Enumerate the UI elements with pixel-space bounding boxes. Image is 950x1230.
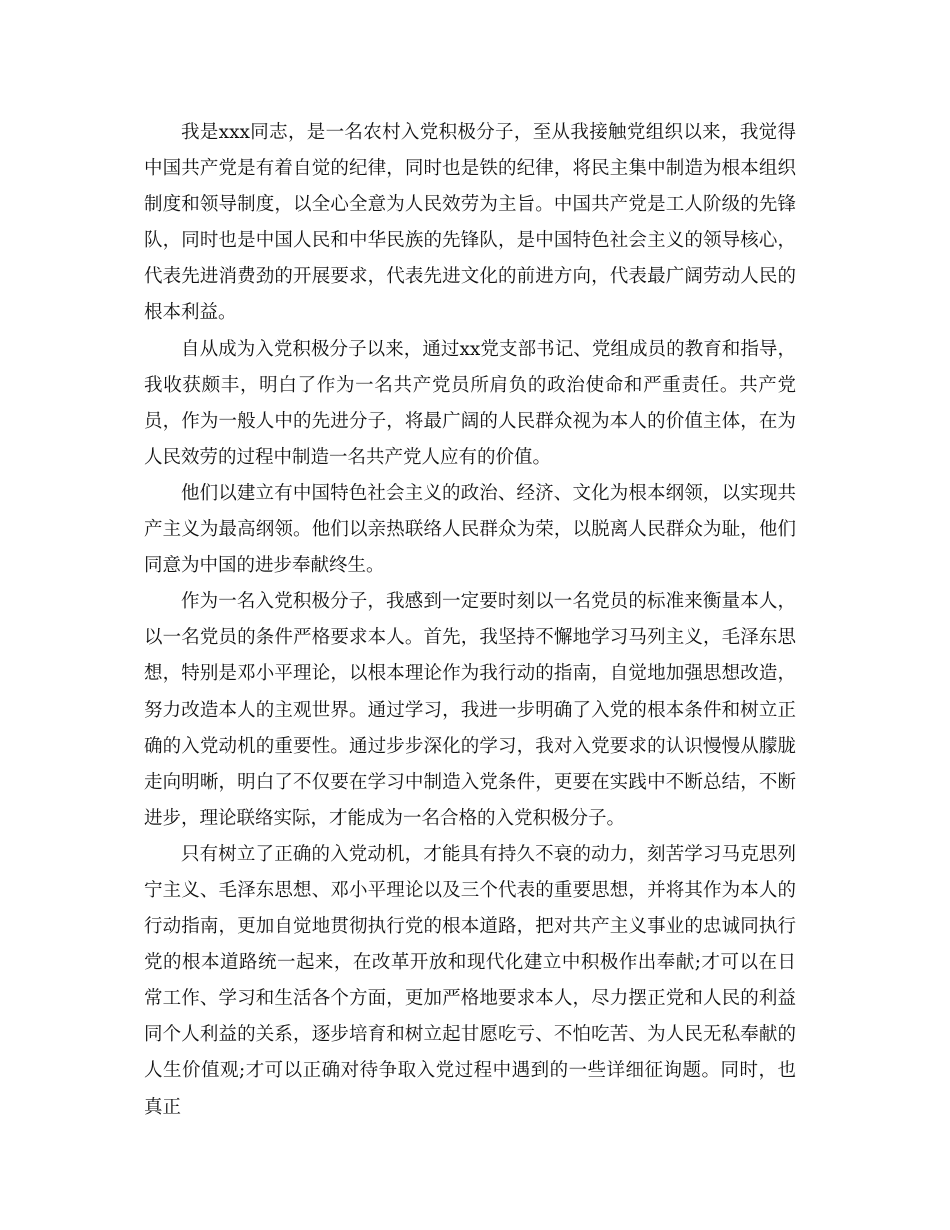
paragraph-4: 作为一名入党积极分子，我感到一定要时刻以一名党员的标准来衡量本人，以一名党员的条件严格要求本人。首先，我坚持不懈地学习马列主义，毛泽东思想，特别是邓小平理论，以根本理论作为我行动的指南，自觉地加强思想改造，努力改造本人的主观世界。通过学习，我进一步明确了入党的根本条件和树立正确的入党动机的重要性。通过步步深化的学习，我对入党要求的认识慢慢从朦胧走向明晰，明白了不仅要在学习中制造入党条件，更要在实践中不断总结，不断进步，理论联络实际，才能成为一名合格的入党积极分子。: [144, 591, 796, 829]
document-body: [144, 115, 796, 1126]
paragraph-2: 自从成为入党积极分子以来，通过xx党支部书记、党组成员的教育和指导，我收获颇丰，明白了作为一名共产党员所肩负的政治使命和严重责任。共产党员，作为一般人中的先进分子，将最广阔的人民群众视为本人的价值主体，在为人民效劳的过程中制造一名共产党人应有的价值。: [144, 338, 796, 468]
paragraph-3: 他们以建立有中国特色社会主义的政治、经济、文化为根本纲领，以实现共产主义为最高纲领。他们以亲热联络人民群众为荣，以脱离人民群众为耻，他们同意为中国的进步奉献终生。: [144, 482, 796, 577]
paragraph-1: 我是xxx同志，是一名农村入党积极分子，至从我接触党组织以来，我觉得中国共产党是有着自觉的纪律，同时也是铁的纪律，将民主集中制造为根本组织制度和领导制度，以全心全意为人民效劳为主旨。中国共产党是工人阶级的先锋队，同时也是中国人民和中华民族的先锋队，是中国特色社会主义的领导核心，代表先进消费劲的开展要求，代表先进文化的前进方向，代表最广阔劳动人民的根本利益。: [144, 122, 796, 324]
paragraph-5: 只有树立了正确的入党动机，才能具有持久不衰的动力，刻苦学习马克思列宁主义、毛泽东思想、邓小平理论以及三个代表的重要思想，并将其作为本人的行动指南，更加自觉地贯彻执行党的根本道路，把对共产主义事业的忠诚同执行党的根本道路统一起来，在改革开放和现代化建立中积极作出奉献;才可以在日常工作、学习和生活各个方面，更加严格地要求本人，尽力摆正党和人民的利益同个人利益的关系，逐步培育和树立起甘愿吃亏、不怕吃苦、为人民无私奉献的人生价值观;才可以正确对待争取入党过程中遇到的一些详细征询题。同时，也真正: [144, 843, 796, 1118]
